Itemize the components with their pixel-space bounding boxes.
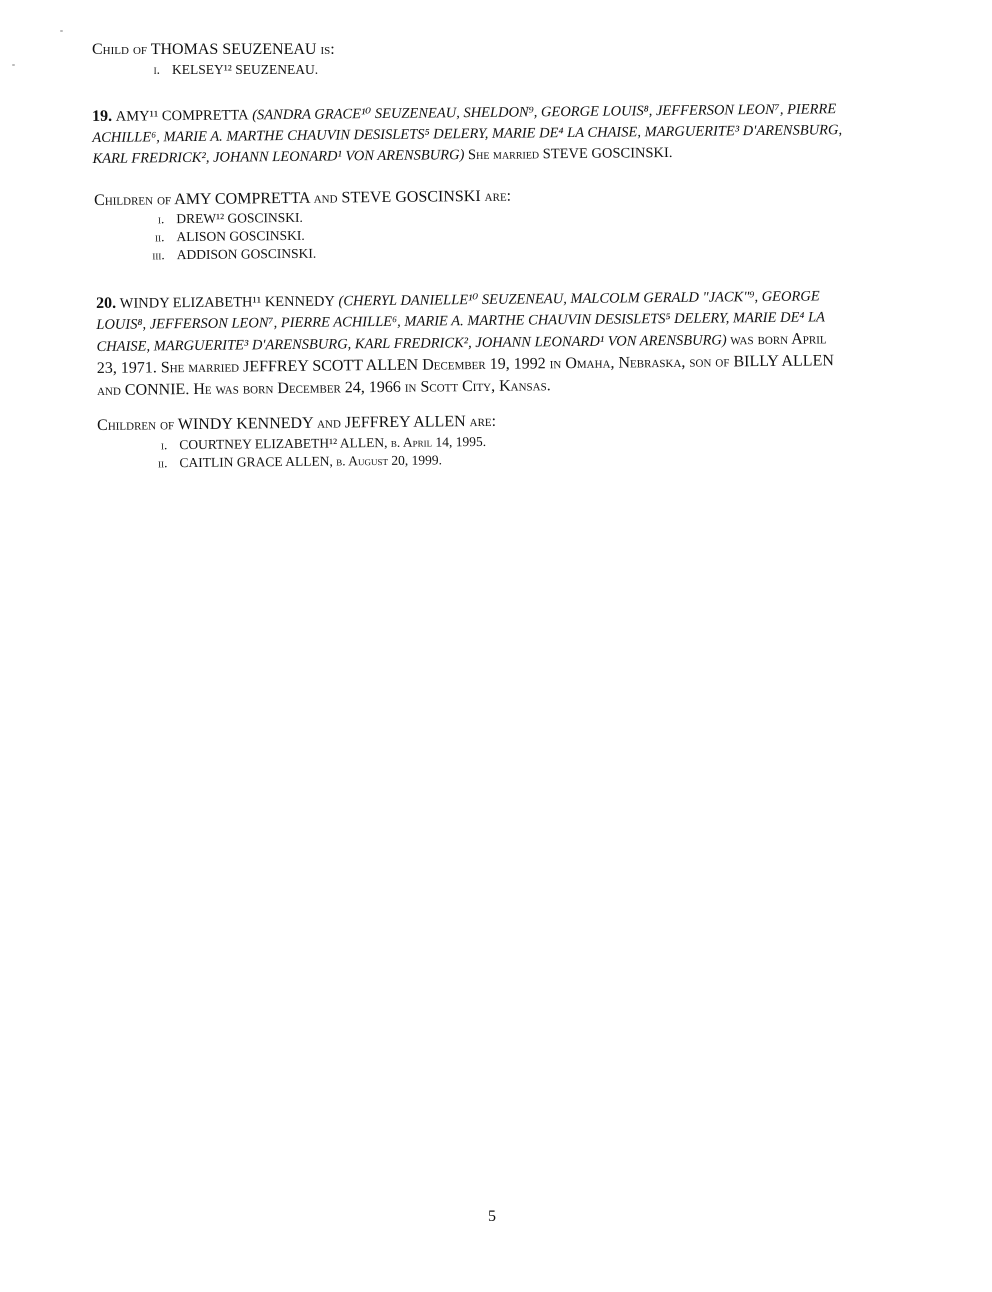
page-number: 5 xyxy=(488,1208,496,1225)
ancestry-line: (CHERYL DANIELLE¹⁰ SEUZENEAU, MALCOLM GERALD "JACK"⁹, GEORGE LOUIS⁸, JEFFERSON LEON⁷, PIERRE ACHILLE⁶, MARIE A. MARTHE CHAUVIN DESISLETS⁵ DELERY, MARIE DE⁴ LA CHAISE, MARGUERITE³ D'ARENSBURG, KARL FREDRICK², JOHANN LEONARD¹ VON ARENSBURG) xyxy=(96,288,825,355)
thomas-section xyxy=(92,40,335,79)
scan-speck xyxy=(12,64,15,66)
child-entry xyxy=(133,451,496,473)
section-heading: Children of AMY COMPRETTA and STEVE GOSCINSKI are: xyxy=(94,187,512,209)
child-name: ALISON GOSCINSKI. xyxy=(176,227,305,245)
windy-children-section xyxy=(97,412,497,473)
child-number: i. xyxy=(157,211,165,227)
child-name: KELSEY¹² SEUZENEAU. xyxy=(172,62,319,77)
children-list xyxy=(126,61,335,79)
section-heading: Children of WINDY KENNEDY and JEFFREY ALLEN are: xyxy=(97,412,497,434)
person-name: WINDY ELIZABETH¹¹ KENNEDY xyxy=(119,293,335,312)
child-name: ADDISON GOSCINSKI. xyxy=(176,245,317,263)
children-list xyxy=(130,207,512,265)
child-number: i. xyxy=(153,62,160,77)
amy-entry xyxy=(92,98,843,170)
windy-entry xyxy=(96,285,837,402)
details-text: was born April 23, 1971. She married JEFFREY SCOTT ALLEN December 19, 1992 in Omaha, Nebraska, son of BILLY ALLEN and CONNIE. He was born December 24, 1966 in Scott City, Kansas. xyxy=(96,330,834,399)
child-entry xyxy=(131,243,512,265)
entry-number: 19. xyxy=(92,107,113,125)
person-name: AMY¹¹ COMPRETTA xyxy=(115,107,249,125)
amy-children-section xyxy=(94,187,512,265)
child-number: ii. xyxy=(158,455,168,471)
ancestry-line: (SANDRA GRACE¹⁰ SEUZENEAU, SHELDON⁹, GEORGE LOUIS⁸, JEFFERSON LEON⁷, PIERRE ACHILLE⁶, MARIE A. MARTHE CHAUVIN DESISLETS⁵ DELERY, MARIE DE⁴ LA CHAISE, MARGUERITE³ D'ARENSBURG, KARL FREDRICK², JOHANN LEONARD¹ VON ARENSBURG) xyxy=(92,101,843,167)
child-number: ii. xyxy=(155,229,165,245)
children-list xyxy=(133,433,496,473)
scan-speck xyxy=(60,30,63,32)
section-heading: Child of THOMAS SEUZENEAU is: xyxy=(92,41,335,58)
child-number: iii. xyxy=(152,247,165,263)
entry-number: 20. xyxy=(96,294,117,312)
child-entry xyxy=(126,61,335,79)
child-number: i. xyxy=(160,437,168,453)
child-name: COURTNEY ELIZABETH¹² ALLEN, b. April 14, 1995. xyxy=(179,433,487,453)
child-name: CAITLIN GRACE ALLEN, b. August 20, 1999. xyxy=(179,452,443,471)
marriage-text: She married STEVE GOSCINSKI. xyxy=(467,144,673,164)
child-name: DREW¹² GOSCINSKI. xyxy=(176,209,303,227)
